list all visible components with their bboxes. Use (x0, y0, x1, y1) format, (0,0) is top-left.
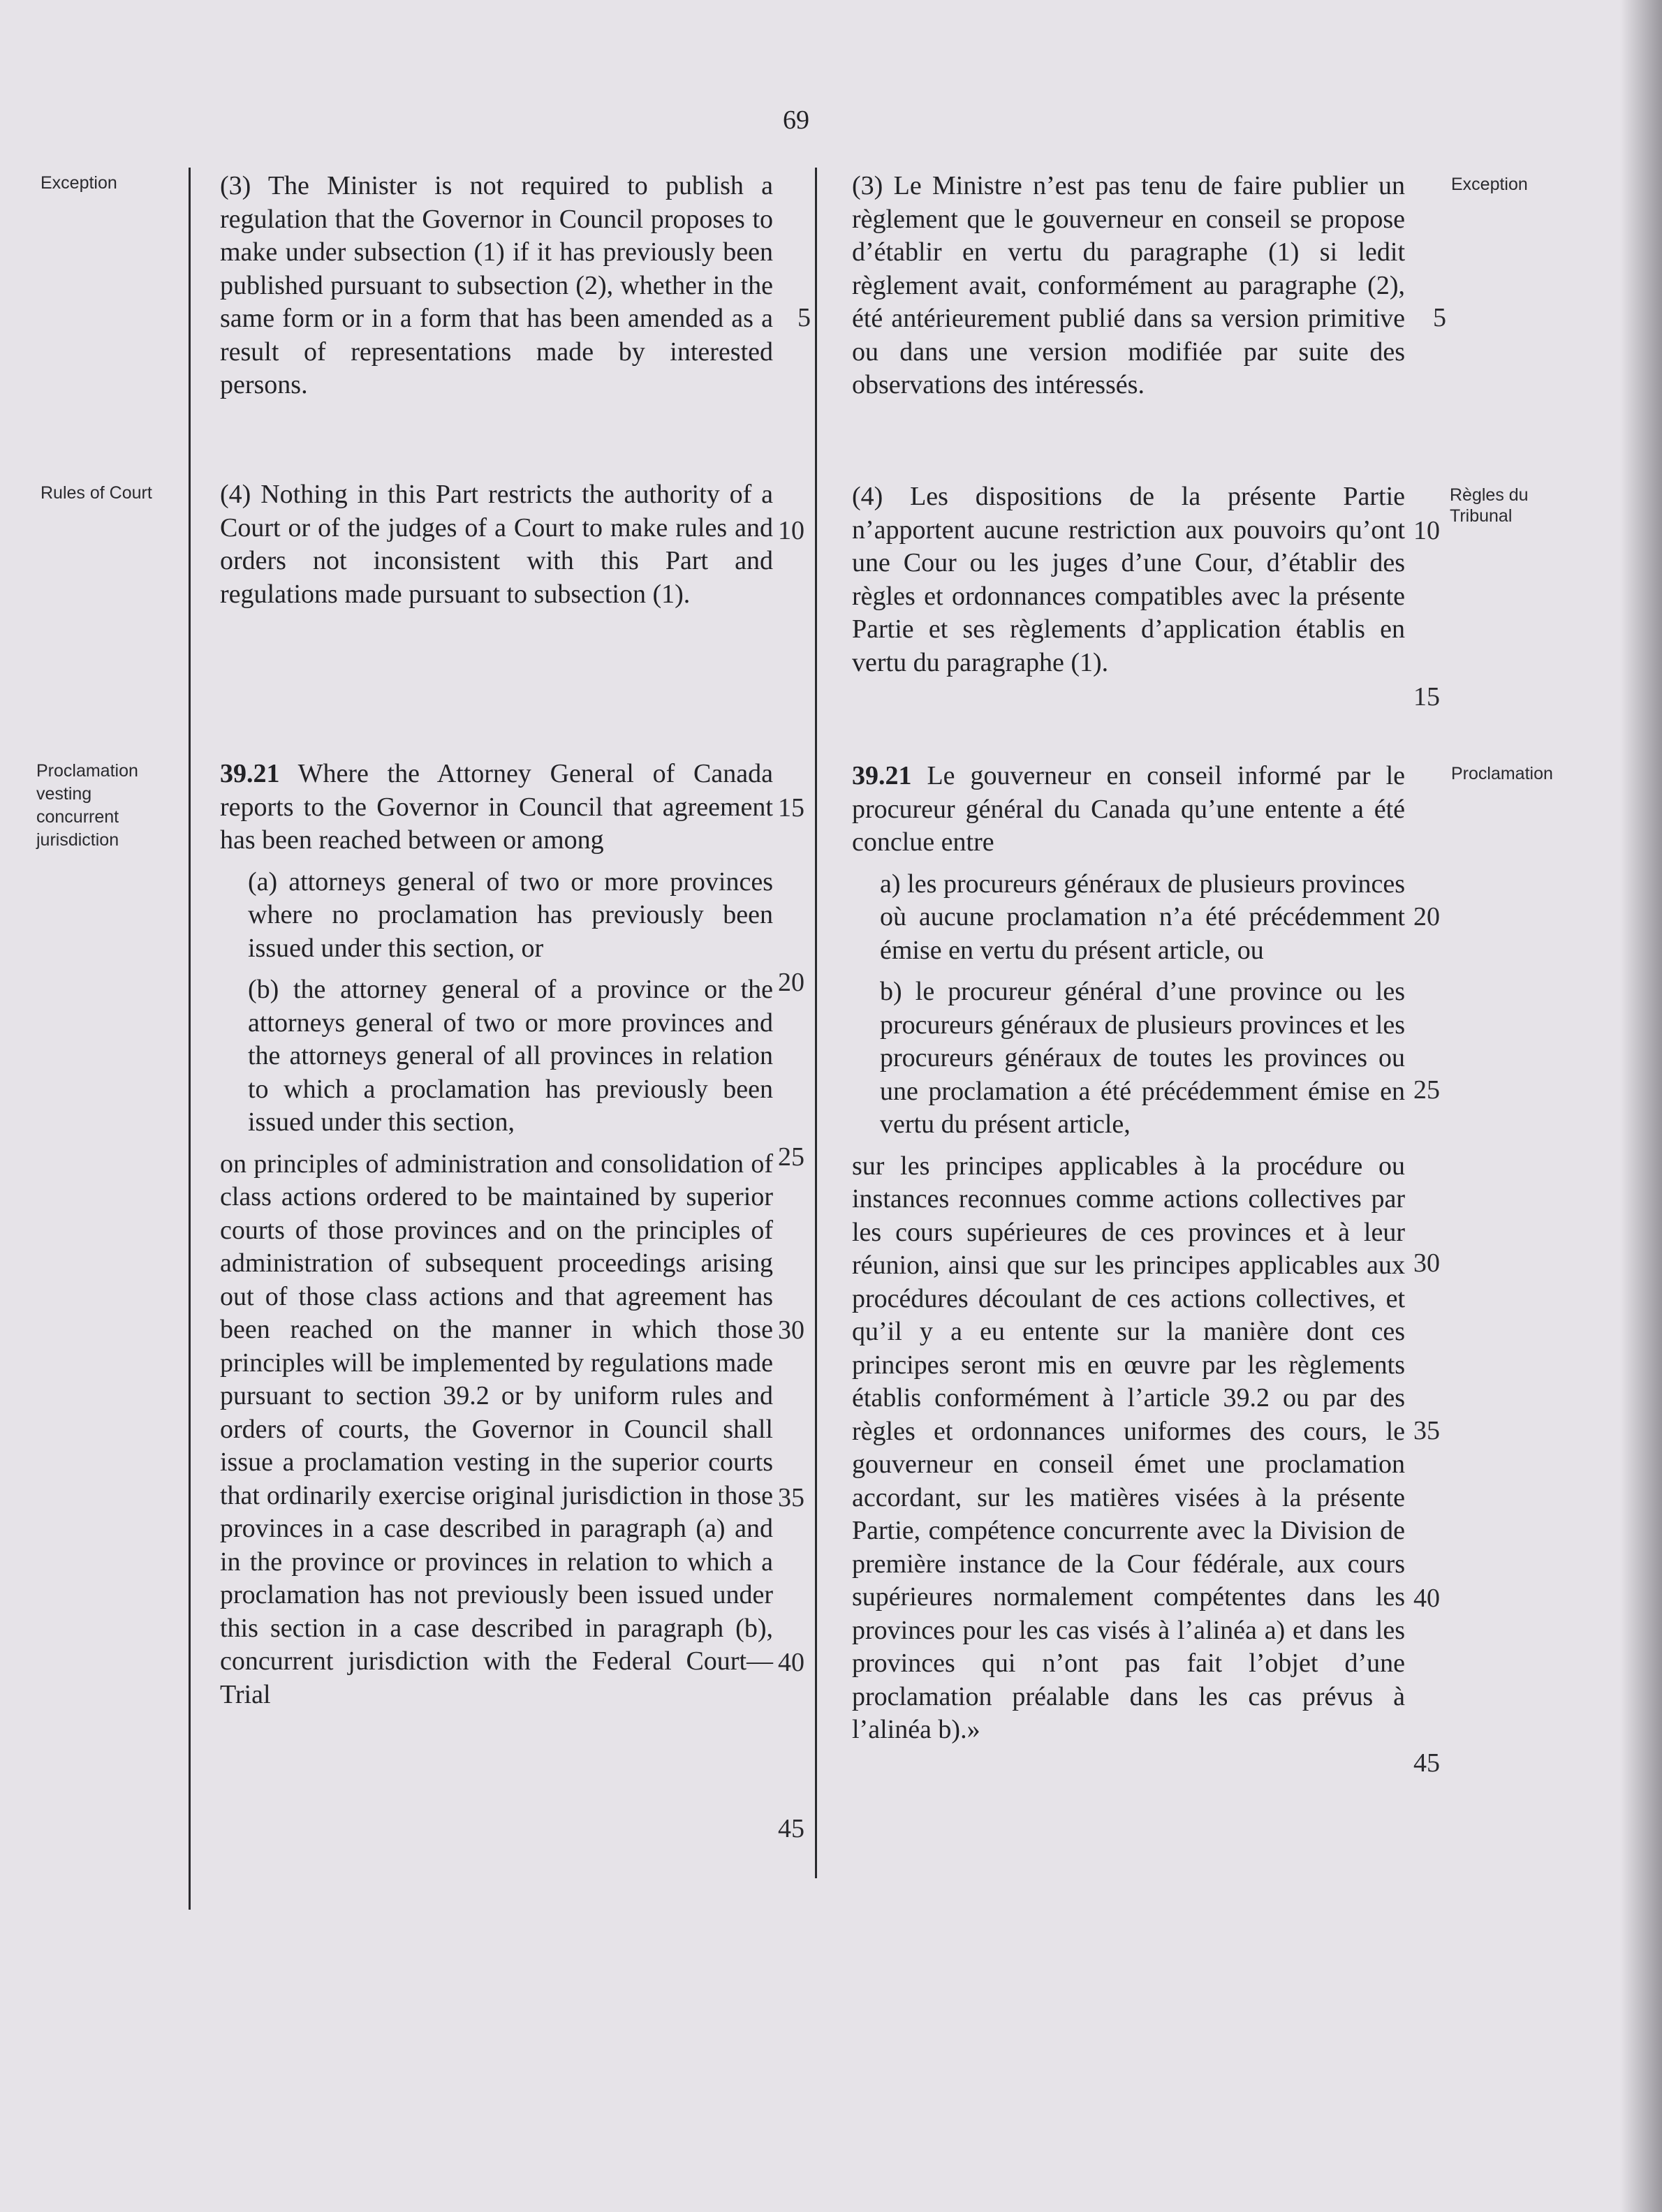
en-line-number-25: 25 (778, 1142, 804, 1172)
fr-paragraph-b: b) le procureur général d’une province ou les procureurs généraux de plusieurs provinces et les procureurs généraux de toutes les provinces ou une proclamation a été précédemment émise en vertu du présent article, (880, 977, 1405, 1139)
fr-paragraph-a: a) les procureurs généraux de plusieurs provinces où aucune proclamation n’a été précédemment émise en vertu du présent article, ou (880, 869, 1405, 965)
en-subsection-3: (3) The Minister is not required to publish a regulation that the Governor in Council proposes to make under subsection (1) if it has previously been published pursuant to subsection (2), whether in the same form or in a form that has been amended as a result of representations made by interested persons. (220, 171, 773, 399)
en-section-39-21-intro: 39.21 Where the Attorney General of Canada reports to the Governor in Council that agreement has been reached between or among (220, 759, 773, 855)
center-column-rule (815, 168, 817, 1878)
french-column-sub4 (852, 480, 1405, 679)
en-line-number-5: 5 (797, 303, 811, 332)
en-line-number-15: 15 (778, 793, 804, 823)
margin-note-regles-du-tribunal: Règles du Tribunal (1450, 485, 1529, 526)
margin-note-proclamation-en: Proclamation vesting concurrent jurisdiction (36, 761, 138, 850)
fr-line-number-30: 30 (1413, 1248, 1440, 1278)
french-column-s3921 (852, 760, 1405, 1747)
fr-line-number-45: 45 (1413, 1748, 1440, 1778)
english-column (220, 170, 773, 402)
page-edge-shadow (1620, 0, 1662, 2212)
fr-line-number-35: 35 (1413, 1416, 1440, 1445)
fr-line-number-25: 25 (1413, 1075, 1440, 1105)
en-line-number-20: 20 (778, 968, 804, 997)
en-section-39-21-body: on principles of administration and consolidation of class actions ordered to be maintained by superior courts of those provinces and on the principles of administration of subsequent proceedings arising out of those class actions and that agreement has been reached on the manner in which those principles will be implemented by regulations made pursuant to section 39.2 or by uniform rules and orders of courts, the Governor in Council shall issue a proclamation vesting in the superior courts that ordinarily exercise original jurisdiction in those provinces in a case described in paragraph (a) and in the province or provinces in relation to which a proclamation has not previously been issued under this section in a case described in paragraph (b), concurrent jurisdiction with the Federal Court—Trial (220, 1149, 773, 1709)
margin-note-proclamation-fr: Proclamation (1451, 764, 1553, 783)
english-column-sub4 (220, 478, 773, 611)
en-line-number-35: 35 (778, 1483, 804, 1512)
french-column (852, 170, 1405, 402)
fr-subsection-3: (3) Le Ministre n’est pas tenu de faire publier un règlement que le gouverneur en conseil se propose d’établir en vertu du paragraphe (1) si ledit règlement avait, conformément au paragraphe (2), été antérieurement publié dans sa version primitive ou dans une version modifiée par suite des observations des intéressés. (852, 171, 1405, 399)
en-line-number-10: 10 (778, 516, 804, 545)
en-paragraph-b: (b) the attorney general of a province or the attorneys general of two or more provinces and the attorneys general of all provinces in relation to which a proclamation has previously been issued under this section, (248, 975, 773, 1137)
fr-section-39-21-body: sur les principes applicables à la procédure ou instances reconnues comme actions collectives par les cours supérieures de ces provinces et à leur réunion, ainsi que sur les principes applicables aux procédures découlant de ces actions collectives, et qu’il y a eu entente sur la manière dont ces principes seront mis en œuvre par les règlements établis conformément à l’article 39.2 ou par des règles et ordonnances uniformes des cours, le gouverneur en conseil émet une proclamation accordant, sur les matières visées à la présente Partie, compétence concurrente avec la Division de première instance de la Cour fédérale, aux cours supérieures normalement compétentes dans les provinces pour les cas visés à l’alinéa a) et dans les provinces qui n’ont pas fait l’objet d’une proclamation préalable dans les cas prévus à l’alinéa b).» (852, 1151, 1405, 1744)
fr-section-39-21-intro: 39.21 Le gouverneur en conseil informé par le procureur général du Canada qu’une entente a été conclue entre (852, 761, 1405, 857)
margin-note-exception-en: Exception (41, 173, 117, 193)
fr-line-number-15: 15 (1413, 682, 1440, 711)
page-number: 69 (783, 105, 809, 135)
margin-note-exception-fr: Exception (1451, 175, 1528, 194)
fr-subsection-4: (4) Les dispositions de la présente Partie n’apportent aucune restriction aux pouvoirs qu’ont une Cour ou les juges d’une Cour, d’établir des règles et ordonnances compatibles avec la présente Partie et ses règlements d’application établis en vertu du paragraphe (1). (852, 482, 1405, 677)
fr-section-number: 39.21 (852, 761, 912, 790)
en-section-number: 39.21 (220, 759, 280, 788)
en-line-number-45: 45 (778, 1814, 804, 1843)
margin-note-rules-of-court: Rules of Court (41, 483, 152, 503)
fr-line-number-20: 20 (1413, 902, 1440, 931)
left-margin-rule (189, 168, 191, 1910)
en-line-number-40: 40 (778, 1648, 804, 1677)
en-line-number-30: 30 (778, 1315, 804, 1345)
fr-line-number-5: 5 (1433, 303, 1446, 332)
en-paragraph-a: (a) attorneys general of two or more provinces where no proclamation has previously been issued under this section, or (248, 867, 773, 963)
fr-line-number-40: 40 (1413, 1584, 1440, 1613)
english-column-s3921 (220, 758, 773, 1711)
en-subsection-4: (4) Nothing in this Part restricts the authority of a Court or of the judges of a Court to make rules and orders not inconsistent with this Part and regulations made pursuant to subsection (1). (220, 480, 773, 609)
fr-line-number-10: 10 (1413, 516, 1440, 545)
